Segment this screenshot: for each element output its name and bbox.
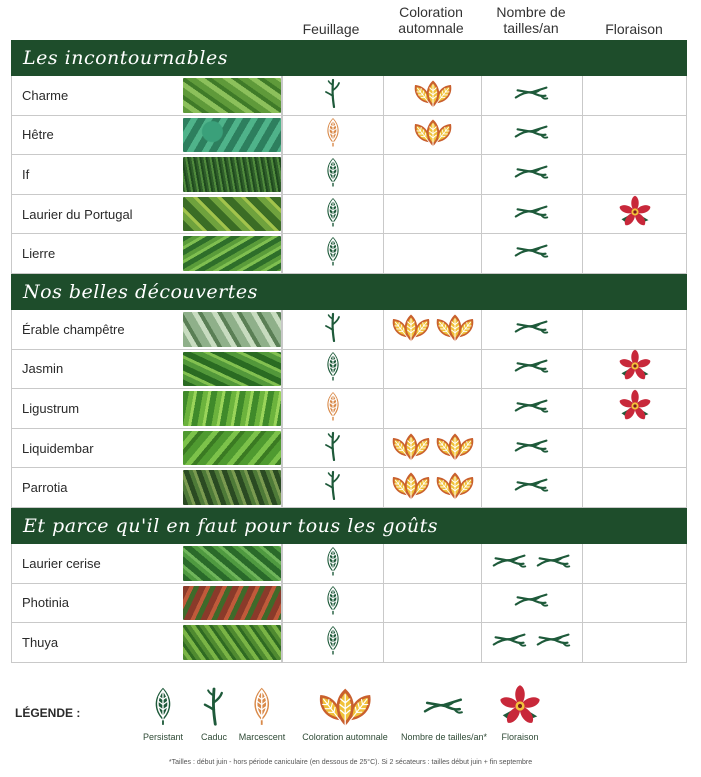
hedge-plant-table: [11, 40, 687, 663]
tailles-cell: [482, 76, 583, 115]
floraison-cell: [583, 544, 687, 583]
floraison-cell: [583, 76, 687, 115]
plant-photo-cell: [182, 76, 282, 115]
plant-photo-cell: [182, 544, 282, 583]
tailles-cell: [482, 389, 583, 428]
pruning-shears-icon: [514, 84, 550, 107]
plant-photo-cell: [182, 389, 282, 428]
table-row: [11, 76, 687, 116]
coloration-cell: [384, 623, 482, 662]
autumn-leaves-icon: [319, 684, 371, 728]
floraison-cell: [583, 389, 687, 428]
column-header-floraison: Floraison: [605, 21, 663, 37]
plant-photo-cell: [182, 116, 282, 155]
coloration-cell: [384, 544, 482, 583]
plant-name: Parrotia: [22, 480, 68, 496]
legend-label: Floraison: [501, 732, 539, 742]
plant-photo-cell: [182, 623, 282, 662]
tailles-cell: [482, 584, 583, 623]
caduc-branch-icon: [201, 684, 227, 728]
tailles-cell: [482, 234, 583, 273]
legend-label: Nombre de tailles/an*: [400, 732, 488, 742]
plant-name: Photinia: [22, 595, 69, 611]
coloration-cell: [384, 429, 482, 468]
floraison-cell: [583, 116, 687, 155]
feuillage-cell: [282, 76, 384, 115]
plant-photo: [183, 391, 281, 426]
plant-photo-cell: [182, 350, 282, 389]
legend: [0, 680, 701, 760]
legend-label: Marcescent: [238, 732, 286, 742]
plant-name: Charme: [22, 87, 69, 103]
footnote: *Tailles : début juin - hors période caniculaire (en dessous de 25°C). Si 2 sécateurs : tailles début juin + fin septembre: [168, 759, 533, 766]
legend-item: [201, 684, 227, 742]
persistant-leaf-icon: [150, 684, 176, 728]
plant-name: Laurier du Portugal: [22, 206, 133, 222]
column-header-coloration: [381, 4, 481, 36]
feuillage-cell: [282, 584, 384, 623]
tailles-cell: [482, 195, 583, 234]
coloration-cell: [384, 350, 482, 389]
plant-name: Ligustrum: [22, 400, 80, 416]
legend-label: Persistant: [142, 732, 184, 742]
coloration-cell: [384, 310, 482, 349]
floraison-cell: [583, 350, 687, 389]
plant-name: Liquidembar: [22, 440, 94, 456]
legend-item: [143, 684, 183, 742]
flower-icon: [617, 348, 653, 389]
coloration-cell: [384, 116, 482, 155]
column-header-feuillage: Feuillage: [302, 21, 360, 37]
plant-photo-cell: [182, 310, 282, 349]
marcescent-leaf-icon: [323, 391, 343, 426]
persistant-leaf-icon: [323, 625, 343, 660]
floraison-cell: [583, 234, 687, 273]
table-row: [11, 468, 687, 508]
autumn-leaves-icon: [436, 431, 474, 466]
floraison-cell: [583, 155, 687, 194]
tailles-cell: [482, 623, 583, 662]
table-row: [11, 623, 687, 663]
plant-photo-cell: [182, 234, 282, 273]
caduc-branch-icon: [323, 312, 343, 347]
persistant-leaf-icon: [323, 236, 343, 271]
floraison-cell: [583, 468, 687, 507]
persistant-leaf-icon: [323, 585, 343, 620]
pruning-shears-icon: [514, 591, 550, 614]
table-row: [11, 350, 687, 390]
floraison-cell: [583, 310, 687, 349]
persistant-leaf-icon: [323, 157, 343, 192]
plant-photo: [183, 470, 281, 505]
plant-name: Érable champêtre: [22, 321, 125, 337]
flower-icon: [617, 388, 653, 429]
column-headers: [0, 4, 701, 40]
legend-label: Caduc: [200, 732, 228, 742]
plant-name: Hêtre: [22, 127, 54, 143]
section-title: Et parce qu'il en faut pour tous les goûts: [11, 508, 687, 544]
legend-title: LÉGENDE :: [15, 706, 81, 720]
pruning-shears-icon: [514, 318, 550, 341]
pruning-shears-icon: [514, 437, 550, 460]
table-row: [11, 584, 687, 624]
legend-item: [239, 684, 286, 742]
tailles-cell: [482, 429, 583, 468]
coloration-cell: [384, 468, 482, 507]
table-row: [11, 234, 687, 274]
plant-photo: [183, 312, 281, 347]
feuillage-cell: [282, 623, 384, 662]
table-row: [11, 429, 687, 469]
pruning-shears-icon: [536, 552, 572, 575]
floraison-cell: [583, 429, 687, 468]
feuillage-cell: [282, 350, 384, 389]
caduc-branch-icon: [323, 78, 343, 113]
table-row: [11, 195, 687, 235]
feuillage-cell: [282, 429, 384, 468]
pruning-shears-icon: [514, 242, 550, 265]
pruning-shears-icon: [514, 397, 550, 420]
coloration-cell: [384, 155, 482, 194]
autumn-leaves-icon: [392, 470, 430, 505]
pruning-shears-icon: [514, 476, 550, 499]
plant-photo: [183, 118, 281, 153]
legend-item: [497, 684, 543, 742]
plant-photo-cell: [182, 468, 282, 507]
coloration-cell: [384, 195, 482, 234]
feuillage-cell: [282, 310, 384, 349]
coloration-cell: [384, 76, 482, 115]
table-row: [11, 544, 687, 584]
column-header-coloration-line2: automnale: [398, 20, 464, 36]
feuillage-cell: [282, 468, 384, 507]
persistant-leaf-icon: [323, 351, 343, 386]
feuillage-cell: [282, 116, 384, 155]
pruning-shears-icon: [514, 163, 550, 186]
autumn-leaves-icon: [436, 312, 474, 347]
coloration-cell: [384, 584, 482, 623]
plant-photo: [183, 236, 281, 271]
tailles-cell: [482, 350, 583, 389]
legend-label: Coloration automnale: [302, 732, 388, 742]
table-row: [11, 155, 687, 195]
pruning-shears-icon: [536, 631, 572, 654]
pruning-shears-icon: [514, 203, 550, 226]
persistant-leaf-icon: [323, 546, 343, 581]
feuillage-cell: [282, 195, 384, 234]
autumn-leaves-icon: [414, 78, 452, 113]
pruning-shears-icon: [492, 631, 528, 654]
plant-name: Thuya: [22, 634, 59, 650]
plant-photo-cell: [182, 584, 282, 623]
caduc-branch-icon: [323, 470, 343, 505]
plant-photo: [183, 546, 281, 581]
pruning-shears-icon: [492, 552, 528, 575]
tailles-cell: [482, 544, 583, 583]
column-header-tailles-line1: Nombre de: [496, 4, 566, 20]
tailles-cell: [482, 116, 583, 155]
pruning-shears-icon: [514, 357, 550, 380]
section-title: Nos belles découvertes: [11, 274, 687, 310]
plant-photo: [183, 197, 281, 232]
coloration-cell: [384, 389, 482, 428]
plant-name: Laurier cerise: [22, 555, 101, 571]
plant-name: If: [22, 166, 30, 182]
flower-icon: [497, 684, 543, 728]
autumn-leaves-icon: [392, 431, 430, 466]
autumn-leaves-icon: [414, 117, 452, 152]
caduc-branch-icon: [323, 431, 343, 466]
table-row: [11, 116, 687, 156]
tailles-cell: [482, 155, 583, 194]
feuillage-cell: [282, 544, 384, 583]
pruning-shears-icon: [514, 123, 550, 146]
plant-photo-cell: [182, 195, 282, 234]
legend-item: [302, 684, 388, 742]
plant-photo: [183, 78, 281, 113]
table-row: [11, 389, 687, 429]
plant-name: Jasmin: [22, 361, 64, 377]
table-row: [11, 310, 687, 350]
plant-photo: [183, 157, 281, 192]
plant-photo: [183, 586, 281, 621]
tailles-cell: [482, 468, 583, 507]
marcescent-leaf-icon: [249, 684, 275, 728]
persistant-leaf-icon: [323, 197, 343, 232]
plant-photo: [183, 625, 281, 660]
autumn-leaves-icon: [392, 312, 430, 347]
coloration-cell: [384, 234, 482, 273]
feuillage-cell: [282, 389, 384, 428]
pruning-shears-icon: [423, 684, 465, 728]
marcescent-leaf-icon: [323, 117, 343, 152]
plant-photo-cell: [182, 155, 282, 194]
tailles-cell: [482, 310, 583, 349]
feuillage-cell: [282, 234, 384, 273]
autumn-leaves-icon: [436, 470, 474, 505]
column-header-tailles-line2: tailles/an: [503, 20, 559, 36]
floraison-cell: [583, 584, 687, 623]
plant-photo: [183, 431, 281, 466]
column-header-coloration-line1: Coloration: [399, 4, 463, 20]
plant-photo: [183, 352, 281, 387]
legend-item: [401, 684, 487, 742]
flower-icon: [617, 194, 653, 235]
floraison-cell: [583, 195, 687, 234]
plant-photo-cell: [182, 429, 282, 468]
section-title: Les incontournables: [11, 40, 687, 76]
column-header-tailles: [481, 4, 581, 36]
floraison-cell: [583, 623, 687, 662]
feuillage-cell: [282, 155, 384, 194]
plant-name: Lierre: [22, 246, 56, 262]
